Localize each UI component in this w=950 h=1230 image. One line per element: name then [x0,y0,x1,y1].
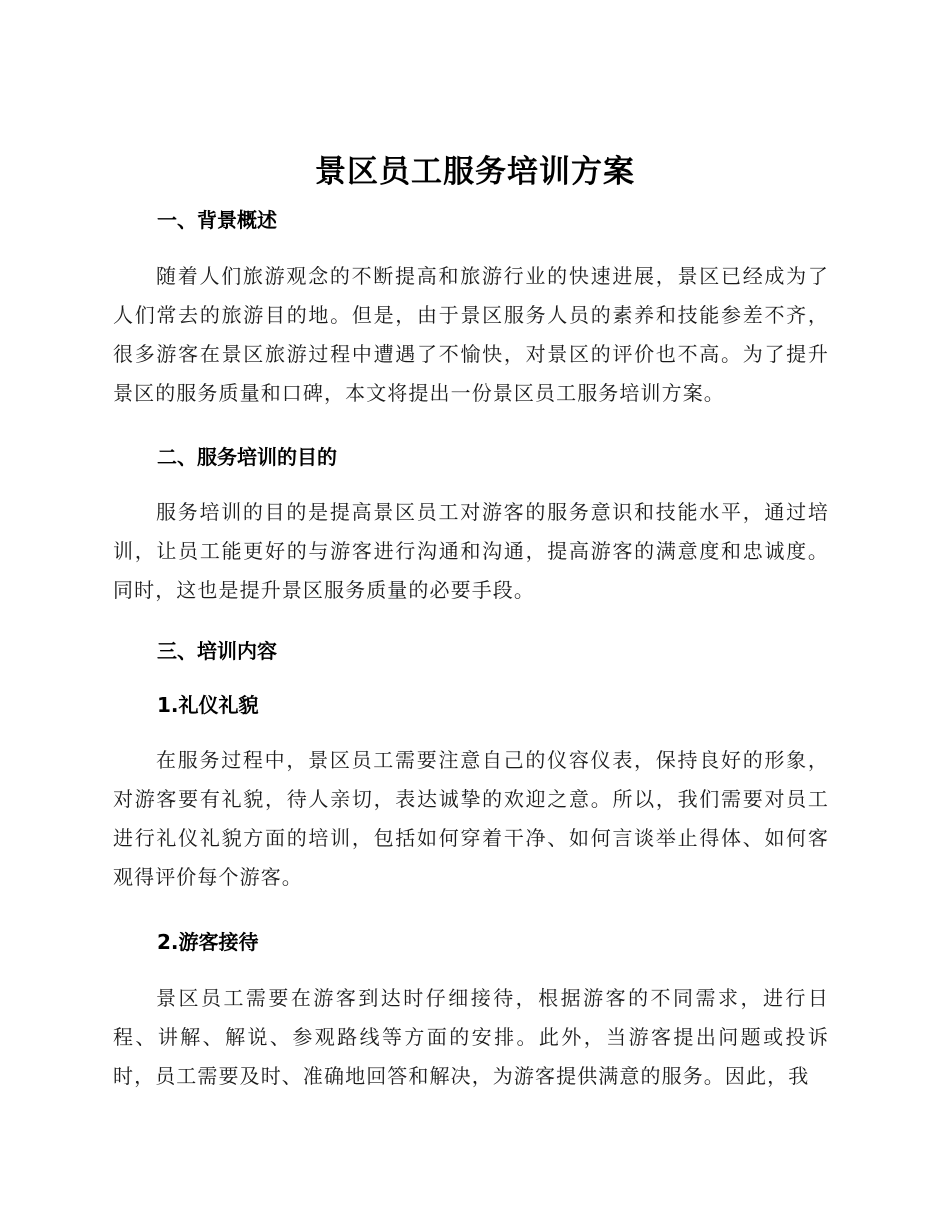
paragraph-reception: 景区员工需要在游客到达时仔细接待，根据游客的不同需求，进行日程、讲解、解说、参观路线等方面的安排。此外，当游客提出问题或投诉时，员工需要及时、准确地回答和解决，为游客提供满意的服务。因此，我 [113,986,829,1088]
paragraph-purpose: 服务培训的目的是提高景区员工对游客的服务意识和技能水平，通过培训，让员工能更好的与游客进行沟通和沟通，提高游客的满意度和忠诚度。同时，这也是提升景区服务质量的必要手段。 [113,500,829,602]
subsection-heading-etiquette: 1.礼仪礼貌 [157,693,259,717]
section-heading-content: 三、培训内容 [157,639,277,663]
section-heading-purpose: 二、服务培训的目的 [157,445,337,469]
paragraph-background: 随着人们旅游观念的不断提高和旅游行业的快速进展，景区已经成为了人们常去的旅游目的地。但是，由于景区服务人员的素养和技能参差不齐，很多游客在景区旅游过程中遭遇了不愉快，对景区的评价也不高。为了提升景区的服务质量和口碑，本文将提出一份景区员工服务培训方案。 [113,264,829,405]
paragraph-etiquette: 在服务过程中，景区员工需要注意自己的仪容仪表，保持良好的形象，对游客要有礼貌，待人亲切，表达诚挚的欢迎之意。所以，我们需要对员工进行礼仪礼貌方面的培训，包括如何穿着干净、如何言谈举止得体、如何客观得评价每个游客。 [113,748,829,889]
subsection-heading-reception: 2.游客接待 [157,930,259,954]
document-title: 景区员工服务培训方案 [315,154,635,190]
section-heading-background: 一、背景概述 [157,208,277,232]
